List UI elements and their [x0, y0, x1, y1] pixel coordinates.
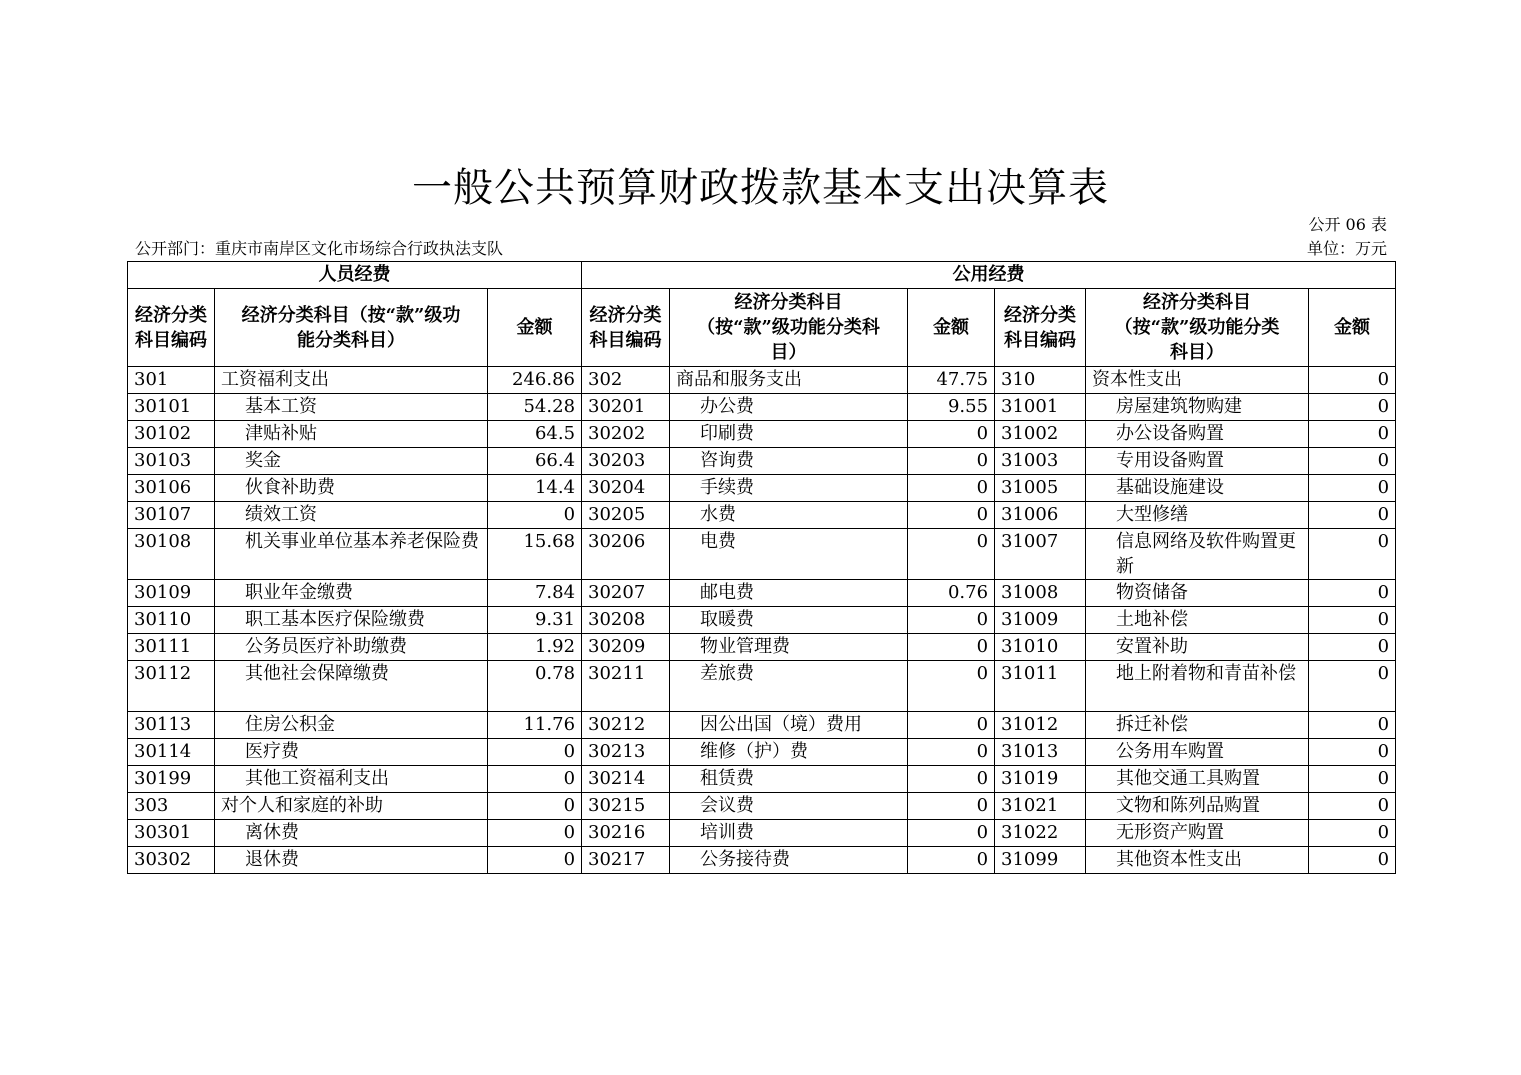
cell-item-name: 取暖费 [670, 607, 908, 634]
cell-code: 30199 [128, 766, 215, 793]
header-name: 经济分类科目（按“款”级功能分类科目） [1086, 289, 1309, 367]
cell-code: 30215 [582, 793, 670, 820]
table-row [128, 847, 1396, 874]
cell-code: 31021 [995, 793, 1086, 820]
cell-amount: 0 [1309, 634, 1396, 661]
cell-code: 31003 [995, 448, 1086, 475]
cell-amount: 9.55 [908, 394, 995, 421]
cell-code: 30111 [128, 634, 215, 661]
cell-item-name: 基本工资 [215, 394, 488, 421]
cell-item-name: 其他工资福利支出 [215, 766, 488, 793]
cell-item-name: 伙食补助费 [215, 475, 488, 502]
cell-item-name: 公务用车购置 [1086, 739, 1309, 766]
cell-amount: 0 [1309, 766, 1396, 793]
cell-amount: 246.86 [488, 367, 582, 394]
cell-item-name: 维修（护）费 [670, 739, 908, 766]
budget-table [127, 261, 1396, 874]
cell-amount: 0 [908, 448, 995, 475]
page-title: 一般公共预算财政拨款基本支出决算表 [412, 165, 1109, 211]
cell-amount: 0 [488, 820, 582, 847]
cell-code: 30213 [582, 739, 670, 766]
cell-item-name: 退休费 [215, 847, 488, 874]
cell-amount: 0 [488, 766, 582, 793]
cell-code: 31012 [995, 712, 1086, 739]
cell-code: 30203 [582, 448, 670, 475]
group-header-personnel: 人员经费 [128, 262, 582, 289]
cell-item-name: 无形资产购置 [1086, 820, 1309, 847]
cell-code: 30217 [582, 847, 670, 874]
table-row [128, 607, 1396, 634]
cell-amount: 0 [1309, 607, 1396, 634]
cell-item-name: 邮电费 [670, 580, 908, 607]
cell-code: 31010 [995, 634, 1086, 661]
cell-item-name: 文物和陈列品购置 [1086, 793, 1309, 820]
cell-amount: 0 [1309, 661, 1396, 712]
header-amount: 金额 [908, 289, 995, 367]
cell-code: 31099 [995, 847, 1086, 874]
cell-item-name: 津贴补贴 [215, 421, 488, 448]
header-amount: 金额 [1309, 289, 1396, 367]
cell-amount: 0 [908, 766, 995, 793]
department-label: 公开部门：重庆市南岸区文化市场综合行政执法支队 [135, 239, 504, 258]
cell-code: 30106 [128, 475, 215, 502]
cell-item-name: 对个人和家庭的补助 [215, 793, 488, 820]
cell-item-name: 培训费 [670, 820, 908, 847]
cell-code: 303 [128, 793, 215, 820]
cell-amount: 0 [488, 739, 582, 766]
cell-code: 30201 [582, 394, 670, 421]
cell-code: 30207 [582, 580, 670, 607]
cell-item-name: 物资储备 [1086, 580, 1309, 607]
cell-code: 30108 [128, 529, 215, 580]
cell-item-name: 土地补偿 [1086, 607, 1309, 634]
cell-amount: 0 [1309, 847, 1396, 874]
cell-code: 310 [995, 367, 1086, 394]
cell-amount: 0.78 [488, 661, 582, 712]
cell-item-name: 水费 [670, 502, 908, 529]
cell-amount: 0 [1309, 820, 1396, 847]
cell-item-name: 地上附着物和青苗补偿 [1086, 661, 1309, 712]
cell-amount: 0 [908, 847, 995, 874]
cell-item-name: 差旅费 [670, 661, 908, 712]
cell-amount: 0 [908, 820, 995, 847]
cell-item-name: 公务接待费 [670, 847, 908, 874]
cell-code: 31002 [995, 421, 1086, 448]
cell-code: 30301 [128, 820, 215, 847]
table-row [128, 580, 1396, 607]
cell-code: 30216 [582, 820, 670, 847]
cell-item-name: 其他资本性支出 [1086, 847, 1309, 874]
cell-amount: 0 [1309, 394, 1396, 421]
cell-amount: 0 [1309, 448, 1396, 475]
cell-code: 31009 [995, 607, 1086, 634]
cell-item-name: 安置补助 [1086, 634, 1309, 661]
cell-amount: 0 [908, 475, 995, 502]
cell-code: 30212 [582, 712, 670, 739]
cell-code: 30211 [582, 661, 670, 712]
cell-amount: 0 [1309, 367, 1396, 394]
cell-code: 30214 [582, 766, 670, 793]
cell-amount: 0 [488, 847, 582, 874]
header-code: 经济分类科目编码 [582, 289, 670, 367]
cell-amount: 0 [908, 661, 995, 712]
cell-item-name: 印刷费 [670, 421, 908, 448]
cell-code: 30103 [128, 448, 215, 475]
cell-item-name: 基础设施建设 [1086, 475, 1309, 502]
cell-amount: 0 [1309, 502, 1396, 529]
cell-code: 30113 [128, 712, 215, 739]
cell-amount: 0 [1309, 529, 1396, 580]
table-row [128, 739, 1396, 766]
table-row [128, 529, 1396, 580]
cell-item-name: 办公设备购置 [1086, 421, 1309, 448]
cell-amount: 0 [1309, 580, 1396, 607]
cell-amount: 0 [908, 607, 995, 634]
cell-item-name: 奖金 [215, 448, 488, 475]
cell-code: 30102 [128, 421, 215, 448]
cell-code: 30112 [128, 661, 215, 712]
cell-item-name: 专用设备购置 [1086, 448, 1309, 475]
cell-amount: 15.68 [488, 529, 582, 580]
cell-amount: 47.75 [908, 367, 995, 394]
table-row [128, 661, 1396, 712]
cell-amount: 7.84 [488, 580, 582, 607]
cell-item-name: 绩效工资 [215, 502, 488, 529]
cell-code: 31013 [995, 739, 1086, 766]
table-row [128, 634, 1396, 661]
cell-code: 30107 [128, 502, 215, 529]
cell-code: 30109 [128, 580, 215, 607]
table-row [128, 820, 1396, 847]
cell-amount: 0 [1309, 739, 1396, 766]
cell-amount: 0 [908, 529, 995, 580]
cell-code: 30302 [128, 847, 215, 874]
table-row [128, 421, 1396, 448]
cell-code: 30114 [128, 739, 215, 766]
cell-code: 31001 [995, 394, 1086, 421]
cell-amount: 1.92 [488, 634, 582, 661]
cell-item-name: 电费 [670, 529, 908, 580]
cell-item-name: 会议费 [670, 793, 908, 820]
cell-amount: 0 [488, 793, 582, 820]
cell-amount: 0 [1309, 793, 1396, 820]
unit-label: 单位：万元 [1306, 239, 1387, 258]
cell-code: 31008 [995, 580, 1086, 607]
cell-amount: 0 [908, 421, 995, 448]
header-name: 经济分类科目（按“款”级功能分类科目） [670, 289, 908, 367]
cell-item-name: 房屋建筑物购建 [1086, 394, 1309, 421]
cell-item-name: 拆迁补偿 [1086, 712, 1309, 739]
cell-amount: 0 [908, 793, 995, 820]
cell-code: 30101 [128, 394, 215, 421]
table-row [128, 766, 1396, 793]
cell-item-name: 信息网络及软件购置更新 [1086, 529, 1309, 580]
cell-code: 31011 [995, 661, 1086, 712]
cell-code: 31006 [995, 502, 1086, 529]
cell-code: 30206 [582, 529, 670, 580]
cell-item-name: 资本性支出 [1086, 367, 1309, 394]
cell-item-name: 物业管理费 [670, 634, 908, 661]
cell-item-name: 租赁费 [670, 766, 908, 793]
cell-amount: 11.76 [488, 712, 582, 739]
cell-item-name: 大型修缮 [1086, 502, 1309, 529]
cell-code: 301 [128, 367, 215, 394]
cell-amount: 0 [908, 634, 995, 661]
cell-code: 302 [582, 367, 670, 394]
header-amount: 金额 [488, 289, 582, 367]
header-code: 经济分类科目编码 [128, 289, 215, 367]
cell-amount: 0 [1309, 475, 1396, 502]
cell-item-name: 机关事业单位基本养老保险费 [215, 529, 488, 580]
form-number: 公开 06 表 [1308, 215, 1387, 234]
cell-item-name: 手续费 [670, 475, 908, 502]
cell-item-name: 职工基本医疗保险缴费 [215, 607, 488, 634]
cell-code: 30209 [582, 634, 670, 661]
cell-amount: 0 [908, 739, 995, 766]
cell-code: 30205 [582, 502, 670, 529]
cell-item-name: 办公费 [670, 394, 908, 421]
cell-item-name: 工资福利支出 [215, 367, 488, 394]
cell-code: 31007 [995, 529, 1086, 580]
table-row [128, 394, 1396, 421]
cell-amount: 0 [488, 502, 582, 529]
cell-item-name: 离休费 [215, 820, 488, 847]
cell-code: 31022 [995, 820, 1086, 847]
table-row [128, 502, 1396, 529]
cell-amount: 0.76 [908, 580, 995, 607]
cell-amount: 14.4 [488, 475, 582, 502]
cell-code: 30208 [582, 607, 670, 634]
cell-item-name: 职业年金缴费 [215, 580, 488, 607]
cell-code: 30110 [128, 607, 215, 634]
cell-item-name: 因公出国（境）费用 [670, 712, 908, 739]
table-row [128, 793, 1396, 820]
table-row [128, 712, 1396, 739]
cell-code: 31019 [995, 766, 1086, 793]
cell-amount: 0 [1309, 712, 1396, 739]
cell-amount: 64.5 [488, 421, 582, 448]
cell-item-name: 商品和服务支出 [670, 367, 908, 394]
cell-code: 30202 [582, 421, 670, 448]
cell-amount: 54.28 [488, 394, 582, 421]
cell-code: 31005 [995, 475, 1086, 502]
cell-item-name: 公务员医疗补助缴费 [215, 634, 488, 661]
header-name: 经济分类科目（按“款”级功能分类科目） [215, 289, 488, 367]
header-code: 经济分类科目编码 [995, 289, 1086, 367]
cell-amount: 9.31 [488, 607, 582, 634]
cell-amount: 66.4 [488, 448, 582, 475]
cell-amount: 0 [908, 712, 995, 739]
cell-item-name: 其他交通工具购置 [1086, 766, 1309, 793]
cell-amount: 0 [908, 502, 995, 529]
cell-item-name: 咨询费 [670, 448, 908, 475]
cell-code: 30204 [582, 475, 670, 502]
cell-amount: 0 [1309, 421, 1396, 448]
table-row [128, 367, 1396, 394]
cell-item-name: 住房公积金 [215, 712, 488, 739]
cell-item-name: 医疗费 [215, 739, 488, 766]
table-row [128, 475, 1396, 502]
table-row [128, 448, 1396, 475]
cell-item-name: 其他社会保障缴费 [215, 661, 488, 712]
group-header-public: 公用经费 [582, 262, 1396, 289]
